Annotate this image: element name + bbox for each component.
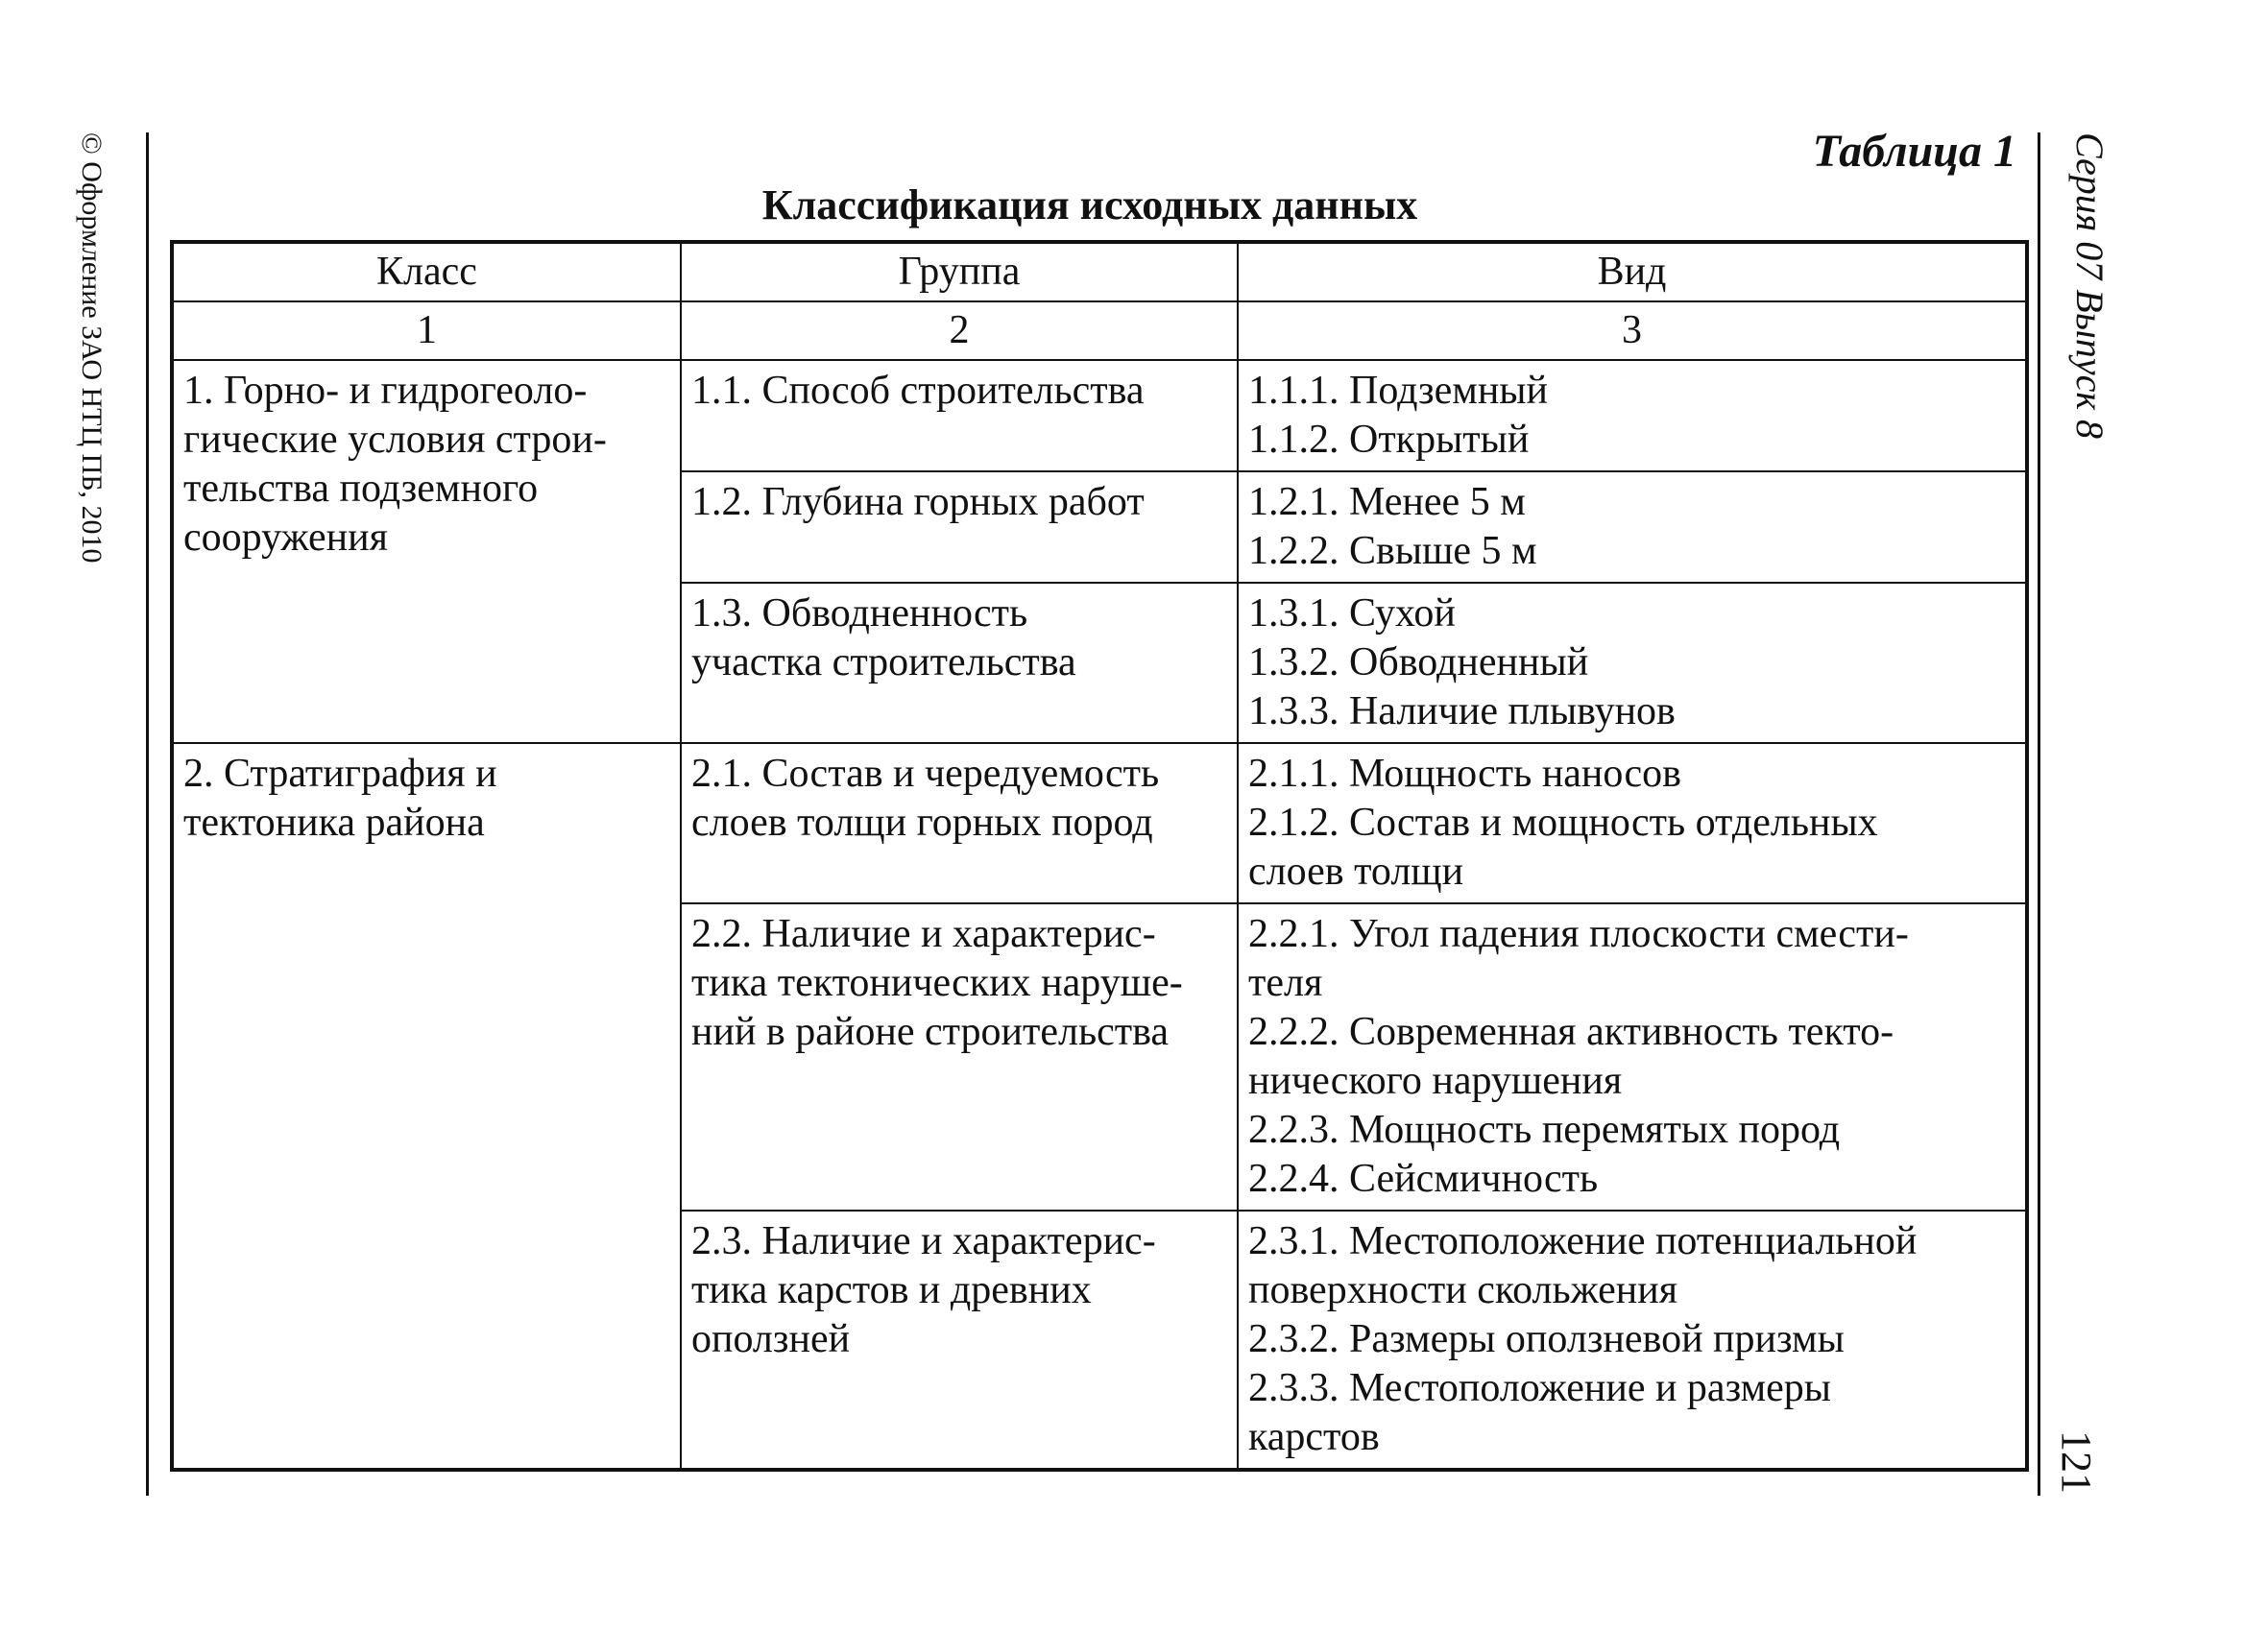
header-row — [172, 242, 2027, 301]
right-margin-rule — [2038, 132, 2040, 1496]
kind-text-line: 2.2.1. Угол падения плоскости смести- — [1248, 912, 1909, 956]
group-text-line: 1.2. Глубина горных работ — [691, 480, 1145, 524]
kind-text-line: 1.1.2. Открытый — [1248, 418, 1530, 462]
group-text-line: ний в районе строительства — [691, 1010, 1170, 1054]
kind-text-line: 1.2.1. Менее 5 м — [1248, 480, 1526, 524]
column-number-row — [172, 301, 2027, 360]
group-text-line: 2.2. Наличие и характерис- — [691, 912, 1156, 956]
group-text-line: 1.3. Обводненность — [691, 591, 1028, 636]
kind-text-line: 2.1.1. Мощность наносов — [1248, 752, 1681, 796]
class-text-line: тельства подземного — [183, 467, 539, 511]
group-text-line: тика карстов и древних — [691, 1268, 1092, 1312]
kind-text-line: 2.3.2. Размеры оползневой призмы — [1248, 1317, 1845, 1361]
kind-text-line: теля — [1248, 961, 1323, 1005]
column-header-kind: Вид — [1238, 242, 2027, 301]
kind-cell — [1238, 903, 2027, 1211]
kind-cell — [1238, 583, 2027, 743]
class-cell — [172, 743, 681, 1470]
kind-cell — [1238, 360, 2027, 471]
kind-text-line: нического нарушения — [1248, 1059, 1623, 1103]
group-text-line: 2.1. Состав и чередуемость — [691, 752, 1160, 796]
kind-text-line: 2.3.1. Местоположение потенциальной — [1248, 1219, 1918, 1263]
class-text-line: тектоника района — [183, 801, 485, 845]
group-cell — [681, 471, 1238, 583]
column-number: 3 — [1238, 301, 2027, 360]
kind-text-line: 2.2.2. Современная активность текто- — [1248, 1010, 1894, 1054]
group-text-line: участка строительства — [691, 640, 1076, 684]
kind-cell — [1238, 1211, 2027, 1470]
class-text-line: 2. Стратиграфия и — [183, 752, 497, 796]
group-cell — [681, 903, 1238, 1211]
series-side-text: Серия 07 Выпуск 8 — [2068, 132, 2111, 440]
group-cell — [681, 743, 1238, 903]
group-text-line: слоев толщи горных пород — [691, 801, 1153, 845]
class-text-line: сооружения — [183, 516, 388, 560]
left-margin-rule — [146, 132, 149, 1496]
kind-text-line: 1.3.3. Наличие плывунов — [1248, 689, 1676, 733]
class-text-line: 1. Горно- и гидрогеоло- — [183, 369, 588, 413]
kind-text-line: 2.3.3. Местоположение и размеры — [1248, 1366, 1832, 1410]
table-label: Таблица 1 — [1812, 126, 2016, 177]
table-title: Классификация исходных данных — [761, 181, 1418, 228]
table-row — [172, 360, 2027, 471]
kind-text-line: 2.2.4. Сейсмичность — [1248, 1157, 1599, 1201]
kind-text-line: 1.3.2. Обводненный — [1248, 640, 1589, 684]
classification-table — [170, 240, 2029, 1472]
kind-text-line: 1.2.2. Свыше 5 м — [1248, 529, 1537, 573]
kind-text-line: 1.1.1. Подземный — [1248, 369, 1548, 413]
group-cell — [681, 1211, 1238, 1470]
page-number: 121 — [2053, 1430, 2100, 1494]
kind-cell — [1238, 743, 2027, 903]
group-text-line: 2.3. Наличие и характерис- — [691, 1219, 1156, 1263]
kind-cell — [1238, 471, 2027, 583]
kind-text-line: слоев толщи — [1248, 850, 1464, 894]
column-header-group: Группа — [681, 242, 1238, 301]
kind-text-line: 2.2.3. Мощность перемятых пород — [1248, 1108, 1841, 1152]
column-number: 2 — [681, 301, 1238, 360]
group-text-line: 1.1. Способ строительства — [691, 369, 1145, 413]
kind-text-line: 2.1.2. Состав и мощность отдельных — [1248, 801, 1878, 845]
column-header-class: Класс — [172, 242, 681, 301]
table-row — [172, 743, 2027, 903]
class-text-line: гические условия строи- — [183, 418, 607, 462]
class-cell — [172, 360, 681, 743]
kind-text-line: поверхности скольжения — [1248, 1268, 1678, 1312]
kind-text-line: 1.3.1. Сухой — [1248, 591, 1456, 636]
kind-text-line: карстов — [1248, 1415, 1380, 1459]
group-cell — [681, 583, 1238, 743]
column-number: 1 — [172, 301, 681, 360]
group-text-line: тика тектонических наруше- — [691, 961, 1183, 1005]
copyright-side-text: © Оформление ЗАО НТЦ ПБ, 2010 — [76, 132, 108, 564]
group-text-line: оползней — [691, 1317, 851, 1361]
group-cell — [681, 360, 1238, 471]
